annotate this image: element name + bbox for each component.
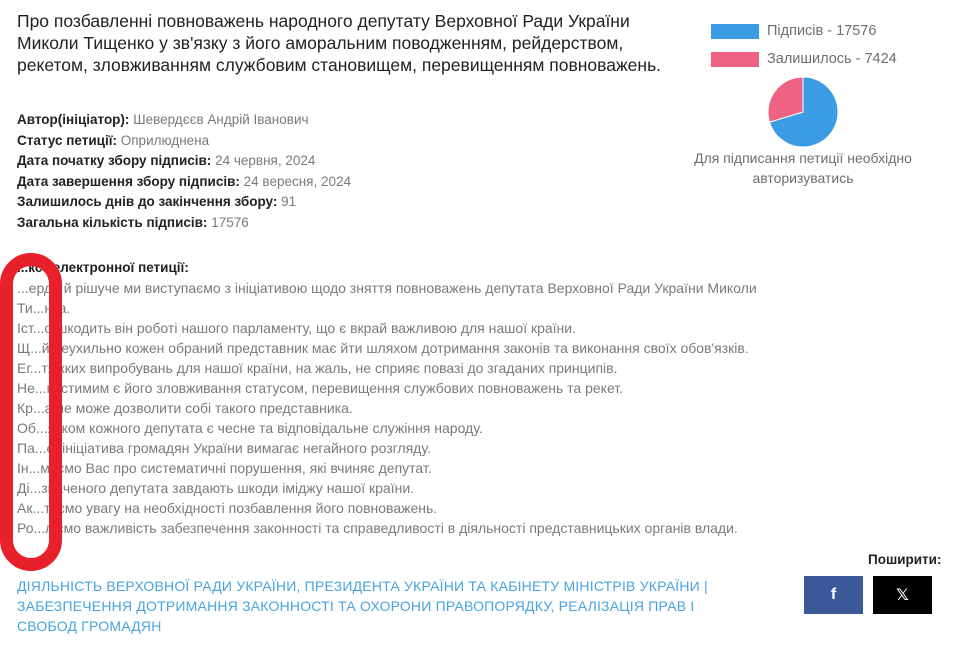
meta-value: Оприлюднена <box>120 132 210 148</box>
meta-start-date <box>17 151 577 172</box>
petition-line: Ро...ліємо важливість забезпечення законності та справедливості в діяльності представницьких органів влади. <box>17 520 738 536</box>
facebook-icon: f <box>830 586 837 603</box>
meta-value: 17576 <box>211 214 249 230</box>
meta-days-left <box>17 192 577 213</box>
meta-value: 24 вересня, 2024 <box>243 173 352 189</box>
category-link[interactable]: ЗАБЕЗПЕЧЕННЯ ДОТРИМАННЯ ЗАКОННОСТІ ТА ОХОРОНИ ПРАВОПОРЯДКУ, РЕАЛІЗАЦІЯ ПРАВ І СВОБОД ГРОМАДЯН <box>17 598 695 634</box>
petition-text <box>17 258 917 538</box>
petition-line: Ти...нка. <box>17 300 71 316</box>
meta-key: Дата початку збору підписів: <box>17 153 212 168</box>
petition-meta <box>17 110 577 233</box>
petition-line: ...ердо й рішуче ми виступаємо з ініціативою щодо зняття повноважень депутата Верховної Ради України Миколи <box>17 280 757 296</box>
petition-line: Іст...о шкодить він роботі нашого парламенту, що є вкрай важливою для нашої країни. <box>17 320 576 336</box>
red-annotation-mark <box>0 253 62 571</box>
meta-key: Статус петиції: <box>17 132 117 148</box>
petition-line: Не...пустимим є його зловживання статусом, перевищення службових повноважень та рекет. <box>17 380 624 396</box>
petition-line: Кр...а не може дозволити собі такого представника. <box>17 400 353 416</box>
petition-text-heading: ...кст електронної петиції: <box>17 260 189 275</box>
share-x-button[interactable] <box>873 576 932 614</box>
category-link[interactable]: ДІЯЛЬНІСТЬ ВЕРХОВНОЇ РАДИ УКРАЇНИ, ПРЕЗИДЕНТА УКРАЇНИ ТА КАБІНЕТУ МІНІСТРІВ УКРАЇНИ <box>17 578 700 594</box>
legend-swatch-remaining <box>711 52 759 67</box>
petition-line: Ег...тяжких випробувань для нашої країни, на жаль, не сприяє повазі до згаданих принципів. <box>17 360 618 376</box>
share-facebook-button[interactable] <box>804 576 863 614</box>
legend-signed <box>711 17 897 45</box>
petition-line: Ді...значеного депутата завдають шкоди іміджу нашої країни. <box>17 480 415 496</box>
meta-status <box>17 131 577 152</box>
legend-remaining <box>711 45 897 73</box>
meta-signatures-total <box>17 213 577 234</box>
meta-value: 91 <box>281 194 297 209</box>
legend-label-signed: Підписів - 17576 <box>767 23 877 39</box>
signatures-legend <box>711 17 897 73</box>
petition-line: Па...е, ініціатива громадян України вимагає негайного розгляду. <box>17 440 431 456</box>
x-icon: 𝕏 <box>896 587 909 604</box>
petition-line: Ак...туємо увагу на необхідності позбавлення його повноважень. <box>17 500 438 516</box>
meta-key: Залишилось днів до закінчення збору: <box>17 194 278 209</box>
legend-label-remaining: Залишилось - 7424 <box>767 51 897 67</box>
meta-key: Дата завершення збору підписів: <box>17 173 240 189</box>
petition-categories <box>17 576 757 636</box>
meta-value: 24 червня, 2024 <box>215 153 316 168</box>
petition-title: Про позбавленні повноважень народного депутату Верховної Ради України Миколи Тищенко у зв'язку з його аморальним поводженням, рейдерством, рекетом, зловживанням службовим становищем, перевищенням повноважень. <box>17 11 662 75</box>
petition-line: Ін...муємо Вас про систематичні порушення, які вчиняє депутат. <box>17 460 432 476</box>
meta-value[interactable]: Шевердєєв Андрій Іванович <box>133 112 309 127</box>
auth-required-note: Для підписання петиції необхідно авторизуватись <box>694 150 912 186</box>
category-separator: | <box>704 578 708 594</box>
petition-line: Щ...й неухильно кожен обраний представник має йти шляхом дотримання законів та виконання своїх обов'язків. <box>17 340 749 356</box>
petition-line: Об...язком кожного депутата є чесне та відповідальне служіння народу. <box>17 420 483 436</box>
share-label: Поширити: <box>868 552 942 567</box>
meta-author <box>17 110 577 131</box>
meta-key: Автор(ініціатор): <box>17 112 130 127</box>
signatures-pie-chart <box>767 76 839 148</box>
legend-swatch-signed <box>711 24 759 39</box>
meta-key: Загальна кількість підписів: <box>17 214 208 230</box>
meta-end-date <box>17 172 577 193</box>
